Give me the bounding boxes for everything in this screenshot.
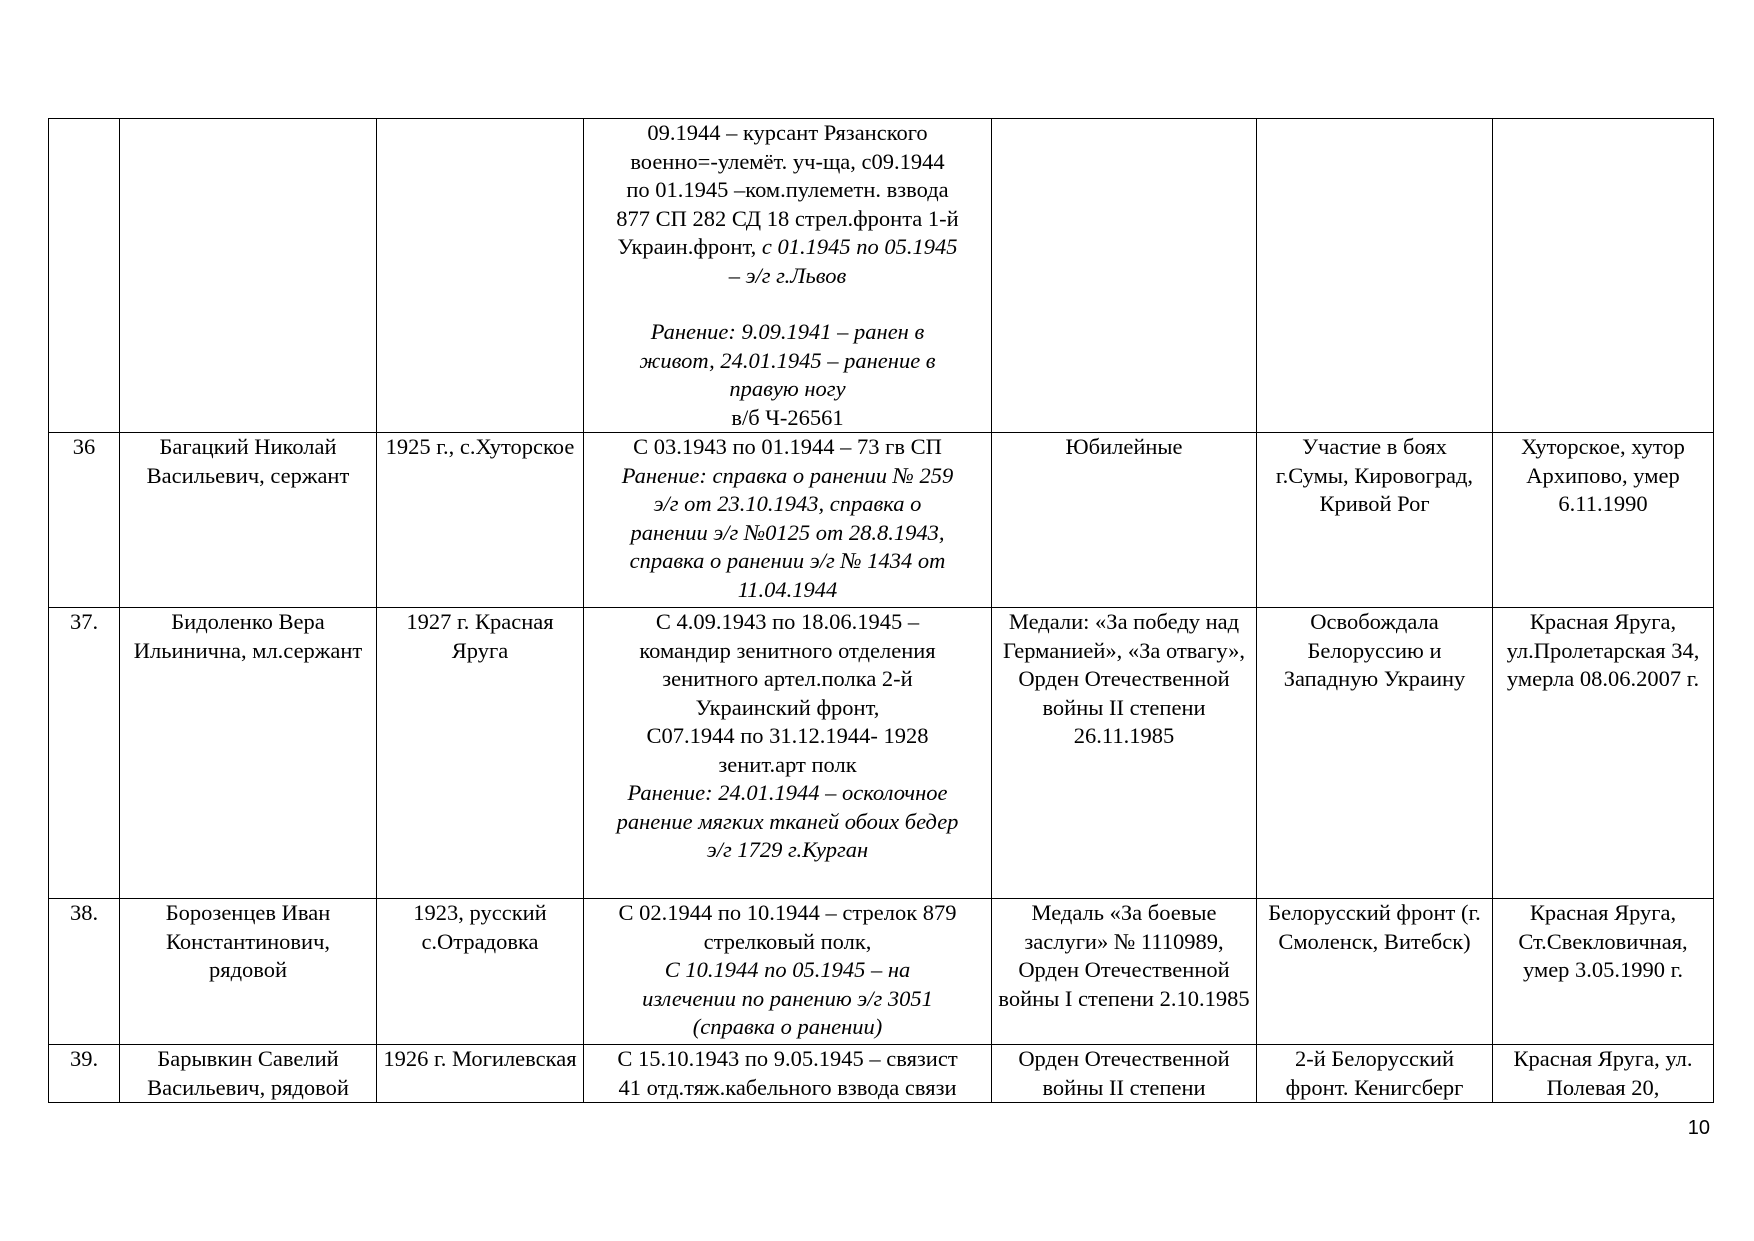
service-line (590, 722, 985, 751)
service-line (590, 318, 985, 347)
table-row (49, 608, 1714, 899)
battles-cell: Освобождала Белоруссию и Западную Украину (1257, 608, 1493, 899)
residence-cell: Красная Яруга, ул.Пролетарская 34, умерла 08.06.2007 г. (1493, 608, 1714, 899)
service-text: С 10.1944 по 05.1945 – на (664, 957, 911, 982)
service-text: Украинский фронт, (695, 694, 880, 720)
service-line (590, 779, 985, 808)
service-text: 877 СП 282 СД 18 стрел.фронта 1-й (616, 205, 959, 231)
service-text: 11.04.1944 (737, 576, 838, 602)
battles-cell (1257, 119, 1493, 433)
birth-cell: 1925 г., с.Хуторское (377, 433, 584, 608)
row-number-cell: 38. (49, 899, 120, 1045)
residence-cell (1493, 119, 1714, 433)
service-line (590, 1013, 985, 1042)
service-cell (584, 119, 992, 433)
service-text: э/г 1729 г.Курган (706, 837, 869, 862)
residence-cell: Хуторское, хутор Архипово, умер 6.11.1990 (1493, 433, 1714, 608)
service-line (590, 985, 985, 1014)
awards-cell: Медали: «За победу над Германией», «За отвагу», Орден Отечественной войны II степени 26.11.1985 (992, 608, 1257, 899)
service-text-italic: с 01.1945 по 05.1945 (761, 234, 958, 259)
service-line (590, 462, 985, 491)
table-row (49, 899, 1714, 1045)
service-line (590, 262, 985, 291)
row-number-cell: 36 (49, 433, 120, 608)
table-row (49, 119, 1714, 433)
row-number-cell (49, 119, 120, 433)
service-text: С 03.1943 по 01.1944 – 73 гв СП (633, 434, 942, 459)
service-line (590, 1045, 985, 1074)
battles-cell: Белорусский фронт (г. Смоленск, Витебск) (1257, 899, 1493, 1045)
service-line (590, 694, 985, 723)
service-text: С07.1944 по 31.12.1944- 1928 (646, 723, 929, 748)
row-number-cell: 37. (49, 608, 120, 899)
service-text: 41 отд.тяж.кабельного взвода связи (618, 1074, 957, 1100)
service-text: правую ногу (729, 376, 846, 401)
service-text: живот, 24.01.1945 – ранение в (639, 347, 936, 373)
service-text: Ранение: 24.01.1944 – осколочное (627, 780, 948, 805)
birth-cell: 1923, русский с.Отрадовка (377, 899, 584, 1045)
name-rank-cell: Бидоленко Вера Ильинична, мл.сержант (120, 608, 377, 899)
service-text: – э/г г.Львов (728, 262, 847, 288)
service-text: командир зенитного отделения (639, 637, 936, 663)
service-text: С 4.09.1943 по 18.06.1945 – (655, 609, 920, 634)
birth-cell (377, 119, 584, 433)
table-row (49, 433, 1714, 608)
service-line (590, 956, 985, 985)
battles-cell: Участие в боях г.Сумы, Кировоград, Кривой Рог (1257, 433, 1493, 608)
name-rank-cell: Барывкин Савелий Васильевич, рядовой (120, 1045, 377, 1103)
table-row (49, 1045, 1714, 1103)
residence-cell: Красная Яруга, ул. Полевая 20, (1493, 1045, 1714, 1103)
service-text: ранение мягких тканей обоих бедер (616, 808, 959, 834)
service-line (590, 148, 985, 177)
awards-cell: Юбилейные (992, 433, 1257, 608)
service-text: Ранение: 9.09.1941 – ранен в (650, 319, 925, 344)
service-line (590, 547, 985, 576)
row-number-cell: 39. (49, 1045, 120, 1103)
service-text: ранении э/г №0125 от 28.8.1943, (630, 519, 945, 545)
service-text: излечении по ранению э/г 3051 (642, 985, 933, 1011)
awards-cell: Медаль «За боевые заслуги» № 1110989, Орден Отечественной войны I степени 2.10.1985 (992, 899, 1257, 1045)
birth-cell: 1926 г. Могилевская (377, 1045, 584, 1103)
veterans-table (48, 118, 1714, 1103)
blank-line (590, 290, 985, 318)
page-number: 10 (1687, 1117, 1710, 1139)
awards-cell (992, 119, 1257, 433)
service-line (590, 404, 985, 433)
document-page (48, 118, 1713, 1103)
service-text: стрелковый полк, (703, 928, 872, 954)
service-text: Ранение: справка о ранении № 259 (621, 462, 954, 488)
service-line (590, 1074, 985, 1103)
service-line (590, 608, 985, 637)
service-text: зенит.арт полк (718, 751, 857, 777)
service-line (590, 836, 985, 865)
service-text: зенитного артел.полка 2-й (662, 666, 913, 691)
service-cell (584, 899, 992, 1045)
service-text: военно=-улемёт. уч-ща, с09.1944 (630, 148, 945, 174)
service-line (590, 176, 985, 205)
service-line (590, 665, 985, 694)
service-text: в/б Ч-26561 (731, 404, 844, 430)
service-line (590, 751, 985, 780)
service-text: 09.1944 – курсант Рязанского (647, 120, 928, 145)
service-text: С 15.10.1943 по 9.05.1945 – связист (617, 1046, 958, 1071)
service-cell (584, 433, 992, 608)
service-line (590, 637, 985, 666)
service-cell (584, 1045, 992, 1103)
service-line (590, 205, 985, 234)
service-line (590, 490, 985, 519)
service-line (590, 899, 985, 928)
service-text: Украин.фронт, (617, 234, 762, 259)
service-line (590, 375, 985, 404)
name-rank-cell: Борозенцев Иван Константинович, рядовой (120, 899, 377, 1045)
service-line (590, 119, 985, 148)
service-text: справка о ранении э/г № 1434 от (629, 548, 946, 573)
service-line (590, 347, 985, 376)
service-cell (584, 608, 992, 899)
residence-cell: Красная Яруга, Ст.Свекловичная, умер 3.05.1990 г. (1493, 899, 1714, 1045)
service-line (590, 519, 985, 548)
birth-cell: 1927 г. Красная Яруга (377, 608, 584, 899)
service-line (590, 928, 985, 957)
name-rank-cell: Багацкий Николай Васильевич, сержант (120, 433, 377, 608)
service-line (590, 233, 985, 262)
battles-cell: 2-й Белорусский фронт. Кенигсберг (1257, 1045, 1493, 1103)
service-line (590, 808, 985, 837)
service-text: э/г от 23.10.1943, справка о (653, 491, 922, 516)
service-line (590, 576, 985, 605)
awards-cell: Орден Отечественной войны II степени (992, 1045, 1257, 1103)
service-text: по 01.1945 –ком.пулеметн. взвода (626, 177, 949, 202)
service-text: (справка о ранении) (692, 1014, 883, 1039)
service-text: С 02.1944 по 10.1944 – стрелок 879 (618, 900, 957, 925)
service-line (590, 433, 985, 462)
name-rank-cell (120, 119, 377, 433)
